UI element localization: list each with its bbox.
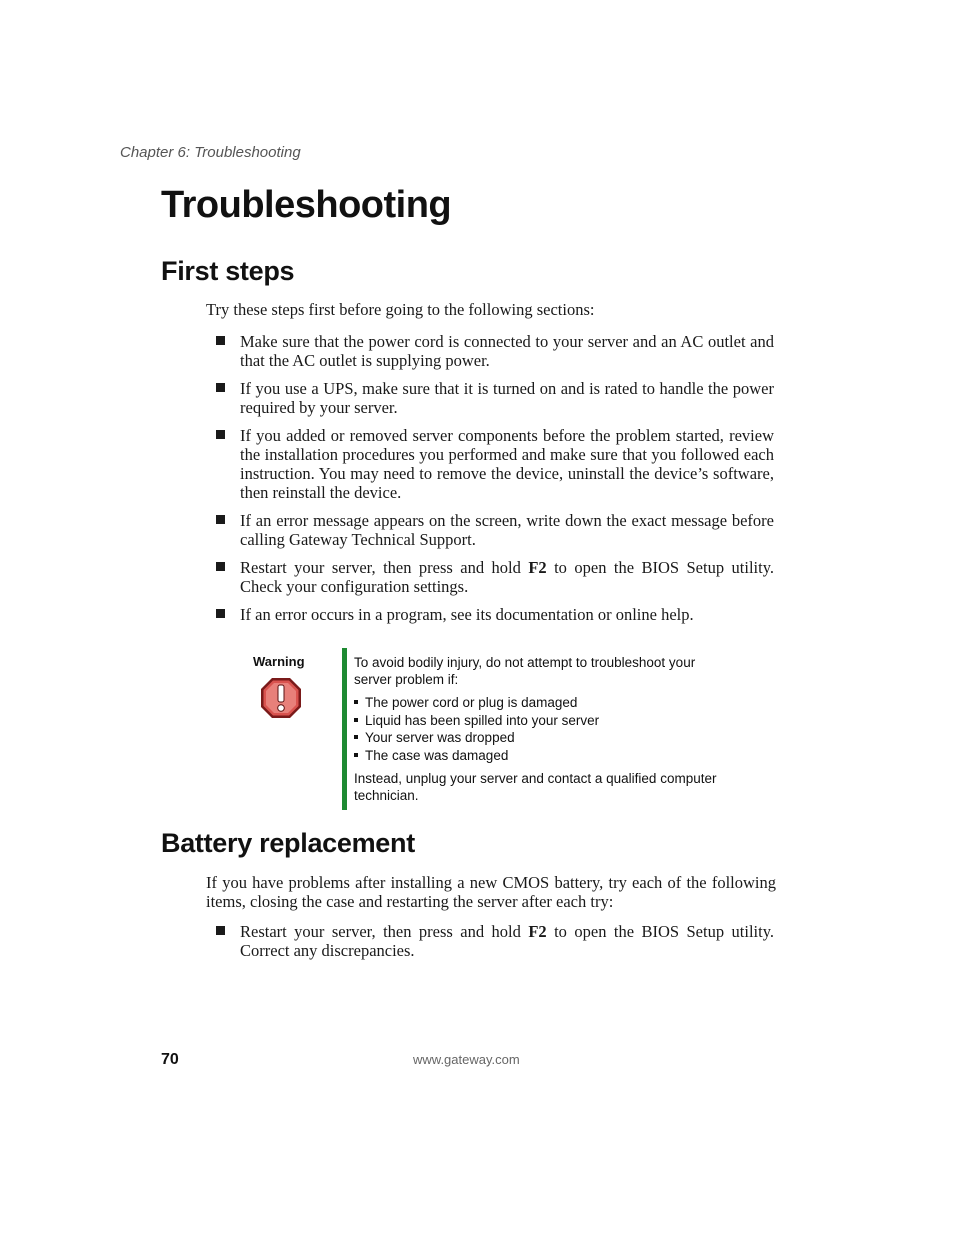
list-item-text: Restart your server, then press and hold <box>240 922 529 941</box>
list-item-text: If an error message appears on the screen, write down the exact message before calling Gateway Technical Support. <box>240 511 774 549</box>
list-item <box>354 747 734 765</box>
list-item-text: Restart your server, then press and hold <box>240 558 529 577</box>
page-number: 70 <box>161 1051 179 1068</box>
list-item <box>216 922 774 960</box>
warning-outro: Instead, unplug your server and contact a qualified computer technician. <box>354 771 717 803</box>
bullet-square-icon <box>216 562 225 571</box>
list-item-text: Your server was dropped <box>365 730 515 745</box>
list-item <box>216 379 774 417</box>
warning-label: Warning <box>253 654 305 669</box>
first-steps-heading: First steps <box>161 256 295 286</box>
list-item-text: Liquid has been spilled into your server <box>365 712 600 728</box>
list-item-text: to open the BIOS Setup utility. Correct any discrepancies. <box>240 922 775 960</box>
list-item <box>354 712 734 730</box>
list-item-text: The case was damaged <box>365 747 509 763</box>
list-item <box>216 426 774 502</box>
battery-list <box>216 922 774 969</box>
list-item <box>216 332 774 370</box>
bullet-square-icon <box>216 336 225 345</box>
battery-replacement-heading: Battery replacement <box>161 828 415 858</box>
list-item <box>354 694 734 712</box>
warning-list <box>354 694 734 764</box>
warning-accent-bar <box>342 648 347 810</box>
bullet-icon <box>354 718 358 722</box>
list-item-text: to open the BIOS Setup utility. Check your configuration settings. <box>240 558 775 596</box>
first-steps-list <box>216 332 774 633</box>
bullet-icon <box>354 700 358 704</box>
warning-intro: To avoid bodily injury, do not attempt to troubleshoot your server problem if: <box>354 655 696 687</box>
list-item-text: The power cord or plug is damaged <box>365 695 578 710</box>
bullet-icon <box>354 753 358 757</box>
bullet-square-icon <box>216 926 225 935</box>
first-steps-intro: Try these steps first before going to the following sections: <box>206 300 595 319</box>
bullet-square-icon <box>216 515 225 524</box>
bullet-square-icon <box>216 609 225 618</box>
key-name: F2 <box>528 922 547 941</box>
list-item-text: If you use a UPS, make sure that it is turned on and is rated to handle the power required by your server. <box>240 379 774 417</box>
warning-text <box>354 654 734 804</box>
key-name: F2 <box>528 558 547 577</box>
list-item-text: If you added or removed server components before the problem started, review the installation procedures you performed and make sure that you followed each instruction. You may need to remove the device, uninstall the device’s software, then reinstall the device. <box>240 426 774 502</box>
list-item <box>216 558 774 596</box>
bullet-icon <box>354 735 358 739</box>
battery-intro: If you have problems after installing a new CMOS battery, try each of the following items, closing the case and restarting the server after each try: <box>206 873 776 911</box>
chapter-header: Chapter 6: Troubleshooting <box>120 144 301 161</box>
footer-url: www.gateway.com <box>413 1052 520 1067</box>
list-item <box>354 729 734 747</box>
bullet-square-icon <box>216 430 225 439</box>
list-item-text: If an error occurs in a program, see its documentation or online help. <box>240 605 694 624</box>
list-item-text: Make sure that the power cord is connected to your server and an AC outlet and that the AC outlet is supplying power. <box>240 332 774 370</box>
bullet-square-icon <box>216 383 225 392</box>
page-title: Troubleshooting <box>161 184 452 226</box>
list-item <box>216 511 774 549</box>
list-item <box>216 605 774 624</box>
warning-stop-icon <box>259 676 303 720</box>
